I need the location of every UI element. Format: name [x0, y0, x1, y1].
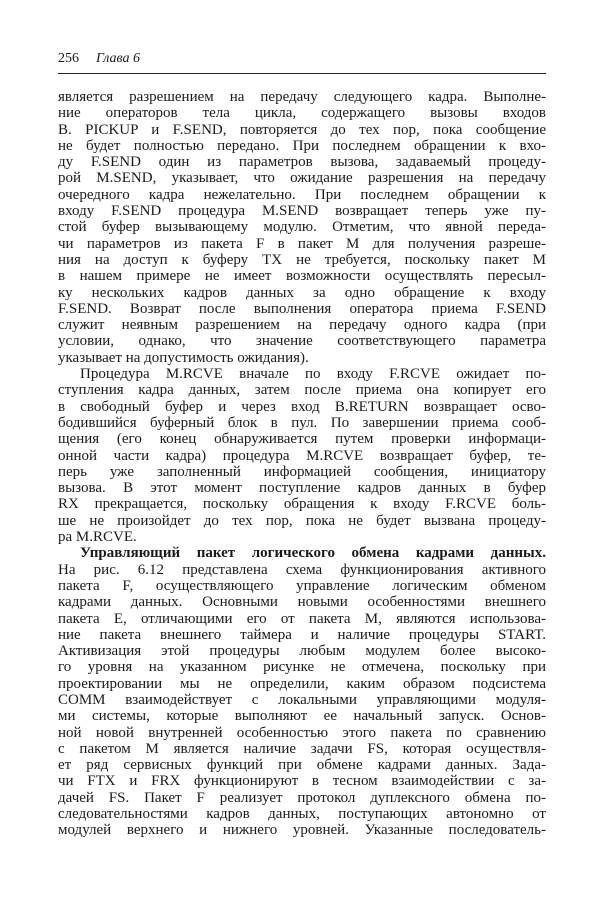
text-line: щения (его конец обнаруживается путем проверки информаци-: [58, 431, 546, 448]
page-number: 256: [58, 51, 79, 66]
text-line: служит неявным разрешением на передачу одного кадра (при: [58, 317, 546, 334]
text-line: вызова. В этот момент поступление кадров данных в буфер: [58, 480, 546, 497]
text-line: модулей верхнего и нижнего уровней. Указанные последователь-: [58, 822, 546, 839]
text-line: F.SEND. Возврат после выполнения оператора приема F.SEND: [58, 300, 546, 317]
text-line: B. PICKUP и F.SEND, повторяется до тех пор, пока сообщение: [58, 121, 546, 138]
text-line: ние операторов тела цикла, содержащего вызовы входов: [58, 105, 546, 122]
text-line: не будет полностью передано. При последнем обращении к вхо-: [58, 137, 546, 154]
text-line: стой буфер вызывающему модулю. Отметим, что явной переда-: [58, 219, 546, 236]
text-line: проектировании мы не определили, каким образом подсистема: [58, 675, 546, 692]
text-line: ду F.SEND один из параметров вызова, задаваемый процеду-: [58, 154, 546, 171]
running-header: [58, 51, 546, 74]
text-line: ния на доступ к буферу TX не требуется, поскольку пакет M: [58, 251, 546, 268]
text-line: чи параметров из пакета F в пакет M для получения разреше-: [58, 235, 546, 252]
text-line: ше не произойдет до тех пор, пока не будет вызвана процеду-: [58, 512, 546, 529]
text-line: дачей FS. Пакет F реализует протокол дуплексного обмена по-: [58, 789, 546, 806]
text-line: COMM взаимодействует с локальными управляющими модуля-: [58, 691, 546, 708]
text-line: ку нескольких кадров данных за одно обращение к входу: [58, 284, 546, 301]
text-line: указывает на допустимость ожидания).: [58, 349, 309, 366]
text-line: ступления кадра данных, затем после приема она копирует его: [58, 382, 546, 399]
text-line: Процедура M.RCVE вначале по входу F.RCVE ожидает по-: [80, 366, 546, 383]
text-line: ет ряд сервисных функций при обмене кадрами данных. Зада-: [58, 757, 546, 774]
text-line: Активизация этой процедуры любым модулем более высоко-: [58, 643, 546, 660]
text-line: На рис. 6.12 представлена схема функционирования активного: [58, 561, 546, 578]
text-line: RX прекращается, поскольку обращения к входу F.RCVE боль-: [58, 496, 546, 513]
text-line: рой M.SEND, указывает, что ожидание разрешения на передачу: [58, 170, 546, 187]
text-line: в нашем примере не имеет возможности осуществлять пересыл-: [58, 268, 546, 285]
chapter-title: Глава 6: [96, 51, 140, 66]
text-line: перь уже заполненный информацией сообщения, инициатору: [58, 463, 546, 480]
section-heading: Управляющий пакет логического обмена кадрами данных.: [80, 545, 546, 562]
text-line: с пакетом M является наличие задачи FS, которая осуществля-: [58, 740, 546, 757]
text-line: условии, однако, что значение соответствующего параметра: [58, 333, 546, 350]
text-line: бодившийся буферный блок в пул. По завершении приема сооб-: [58, 414, 546, 431]
text-line: го уровня на указанном рисунке не отмечена, поскольку при: [58, 659, 546, 676]
text-line: является разрешением на передачу следующего кадра. Выполне-: [58, 89, 546, 105]
text-line: ной новой внутренней особенностью этого пакета по сравнению: [58, 724, 546, 741]
text-line: следовательностями кадров данных, поступающих автономно от: [58, 806, 546, 823]
text-line: входу F.SEND процедура M.SEND возвращает теперь уже пу-: [58, 203, 546, 220]
page-body: [58, 89, 546, 839]
text-line: онной части кадра) процедура M.RCVE возвращает буфер, те-: [58, 447, 546, 464]
text-line: чи FTX и FRX функционируют в тесном взаимодействии с за-: [58, 773, 546, 790]
text-line: очередного кадра нежелательно. При последнем обращении к: [58, 186, 546, 203]
text-line: ние пакета внешнего таймера и наличие процедуры START.: [58, 626, 546, 643]
text-line: в свободный буфер и через вход B.RETURN возвращает осво-: [58, 398, 546, 415]
text-line: ми системы, которые выполняют ее начальный запуск. Основ-: [58, 708, 546, 725]
text-line: кадрами данных. Основными новыми особенностями внешнего: [58, 594, 546, 611]
text-line: пакета F, осуществляющего управление логическим обменом: [58, 577, 546, 594]
text-line: пакета E, отличающими его от пакета M, являются использова-: [58, 610, 546, 627]
text-line: ра M.RCVE.: [58, 529, 137, 546]
